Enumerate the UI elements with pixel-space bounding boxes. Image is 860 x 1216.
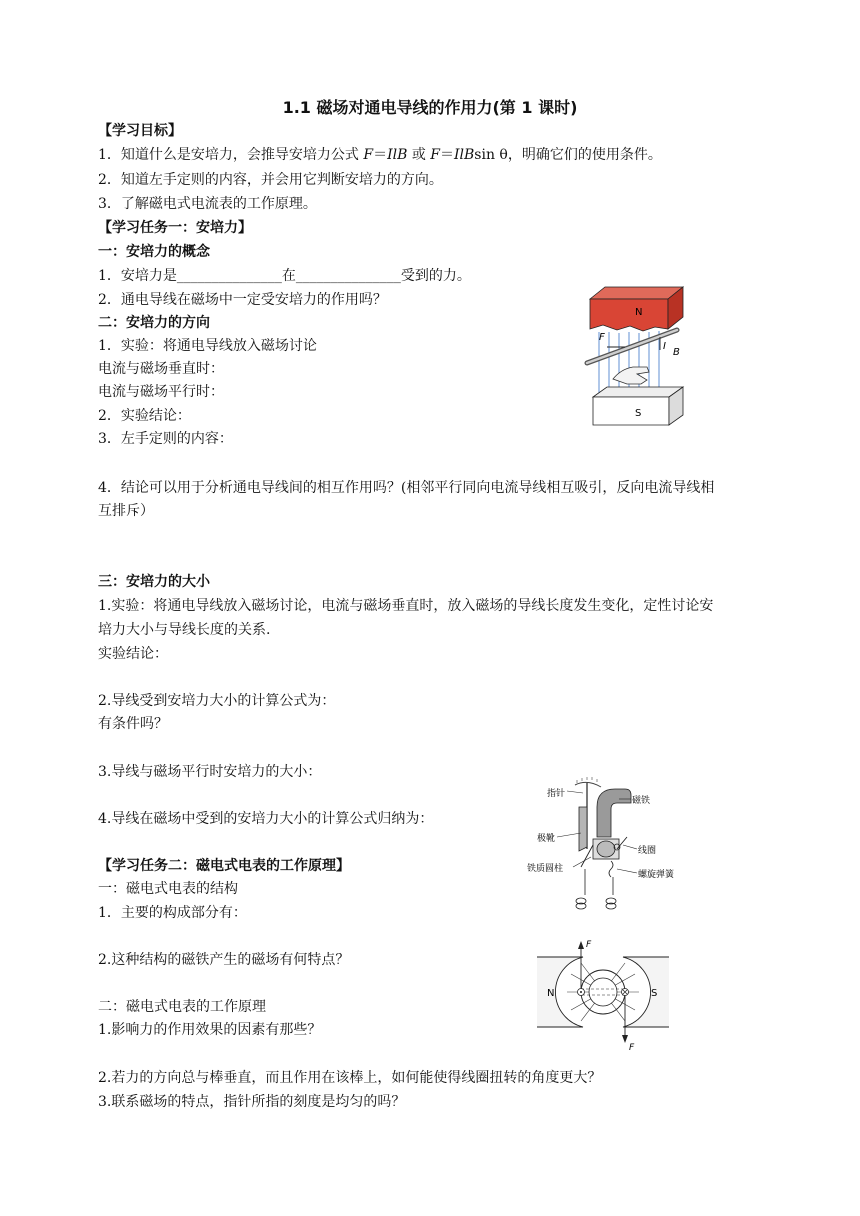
ampere-force-experiment-figure [585,287,695,427]
current-label: I [663,341,666,352]
iron-core-label: 铁质圆柱 [527,864,564,874]
north-pole-label: N [547,988,555,999]
question-components: 1．主要的构成部分有： [98,905,247,921]
force-label: F [599,332,605,343]
section-principle: 二：磁电式电表的工作原理 [98,999,266,1015]
question-parallel-force: 3.导线与磁场平行时安培力的大小： [98,764,322,780]
question-length-line1: 1.实验：将通电导线放入磁场讨论，电流与磁场垂直时，放入磁场的导线长度发生变化，定性讨论安 [98,598,714,614]
objective-1-or: 或 [407,147,431,163]
radial-field-figure [533,937,673,1052]
question-conclusion: 2．实验结论： [98,408,191,424]
formula-vars-2: IlB [454,147,475,163]
page-title: 1.1 磁场对通电导线的作用力(第 1 课时) [282,98,578,117]
formula-eq-2: ＝ [440,147,454,163]
question-parallel: 电流与磁场平行时： [98,384,224,400]
section-structure: 一：磁电式电表的结构 [98,881,238,897]
formula-force-2: F [430,147,440,163]
galvanometer-structure-figure [527,777,675,912]
field-label: B [673,347,680,358]
north-pole-label: N [635,307,643,318]
objective-2: 2．知道左手定则的内容，并会用它判断安培力的方向。 [98,172,443,188]
question-left-hand-rule: 3．左手定则的内容： [98,431,233,447]
question-condition: 有条件吗？ [98,716,168,732]
pointer-label: 指针 [547,789,566,799]
spring-label: 螺旋弹簧 [638,870,675,880]
section-concept: 一：安培力的概念 [98,244,210,260]
section-magnitude: 三：安培力的大小 [98,574,210,590]
question-always-force: 2．通电导线在磁场中一定受安培力的作用吗？ [98,292,387,308]
magnet-label: 磁铁 [632,796,651,806]
south-pole-label: S [635,408,642,419]
objectives-heading: 【学习目标】 [98,123,182,139]
task1-heading: 【学习任务一：安培力】 [98,220,252,236]
objective-1-text-a: 1．知道什么是安培力，会推导安培力公式 [98,147,364,163]
section-direction: 二：安培力的方向 [98,315,210,331]
question-larger-angle: 2.若力的方向总与棒垂直，而且作用在该棒上，如何能使得线圈扭转的角度更大？ [98,1070,602,1086]
question-uniform-scale: 3.联系磁场的特点，指针所指的刻度是均匀的吗？ [98,1094,406,1110]
question-length-line2: 培力大小与导线长度的关系. [98,622,271,638]
question-perpendicular: 电流与磁场垂直时： [98,361,224,377]
question-definition: 1．安培力是_______________在_______________受到的力。 [98,268,471,284]
force-bottom-label: F [629,1043,635,1053]
formula-vars-1: IlB [387,147,408,163]
question-interaction-line2: 互排斥） [98,503,154,519]
question-general-formula: 4.导线在磁场中受到的安培力大小的计算公式归纳为： [98,811,434,827]
question-length-conclusion: 实验结论： [98,646,168,662]
task2-heading: 【学习任务二：磁电式电表的工作原理】 [98,858,350,874]
south-pole-label: S [651,988,658,999]
question-experiment: 1．实验：将通电导线放入磁场讨论 [98,338,317,354]
formula-eq-1: ＝ [373,147,388,163]
objective-3: 3．了解磁电式电流表的工作原理。 [98,196,317,212]
question-formula: 2.导线受到安培力大小的计算公式为： [98,693,336,709]
objective-1-text-b: ，明确它们的使用条件。 [507,147,662,163]
question-factors: 1.影响力的作用效果的因素有那些？ [98,1022,322,1038]
coil-label: 线圈 [638,846,657,856]
formula-force-1: F [363,147,374,163]
formula-sin: sin θ [474,147,508,163]
question-field-feature: 2.这种结构的磁铁产生的磁场有何特点？ [98,952,350,968]
force-top-label: F [586,940,592,950]
objective-1 [98,145,662,165]
pole-shoe-label: 极靴 [537,834,556,844]
question-interaction-line1: 4．结论可以用于分析通电导线间的相互作用吗？(相邻平行同向电流导线相互吸引，反向电流导线相 [98,480,715,496]
